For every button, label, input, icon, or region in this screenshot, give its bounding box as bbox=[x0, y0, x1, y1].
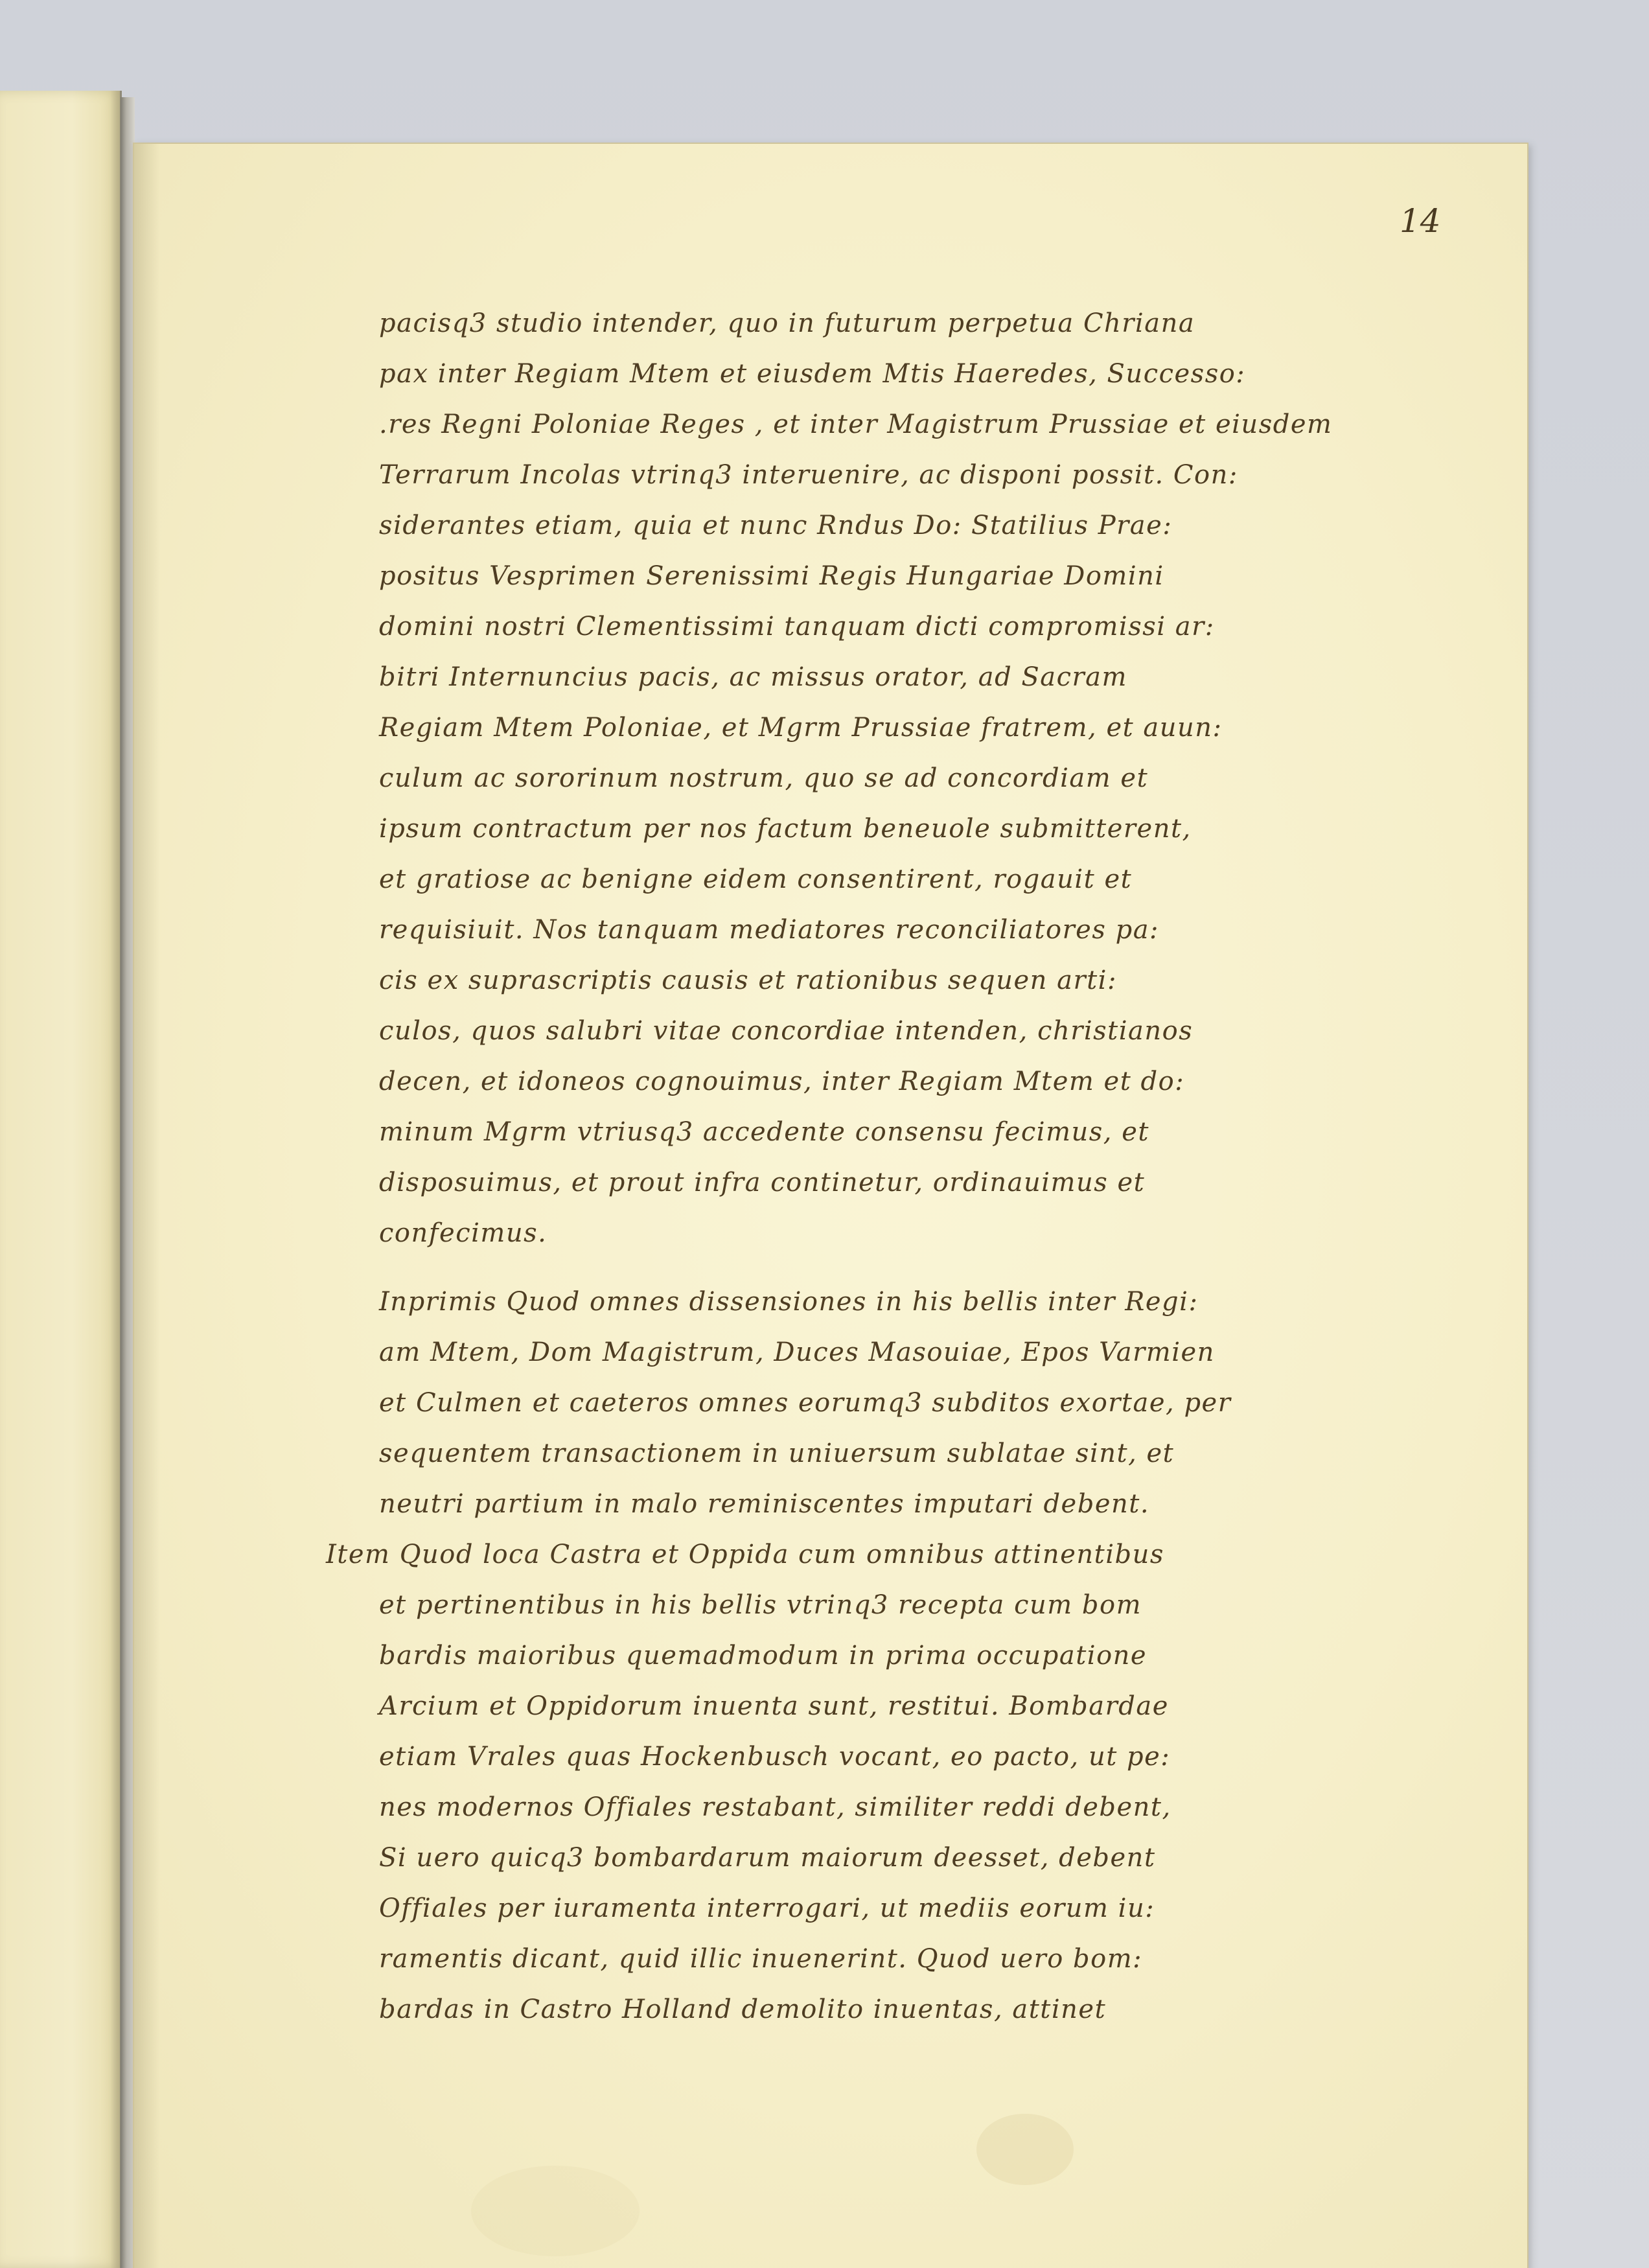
page-stain bbox=[471, 2166, 640, 2256]
text-line: bardis maioribus quemadmodum in prima occupatione bbox=[379, 1641, 1147, 1671]
text-line: Si uero quicq3 bombardarum maiorum deesset, debent bbox=[379, 1843, 1156, 1873]
text-line: pax inter Regiam Mtem et eiusdem Mtis Haeredes, Successo: bbox=[379, 359, 1246, 389]
text-line: minum Mgrm vtriusq3 accedente consensu fecimus, et bbox=[379, 1117, 1149, 1147]
text-line: Offiales per iuramenta interrogari, ut mediis eorum iu: bbox=[379, 1893, 1155, 1923]
text-line: ramentis dicant, quid illic inuenerint. Quod uero bom: bbox=[379, 1944, 1143, 1974]
text-line: Item Quod loca Castra et Oppida cum omnibus attinentibus bbox=[326, 1540, 1164, 1569]
text-line: et pertinentibus in his bellis vtrinq3 recepta cum bom bbox=[379, 1590, 1142, 1620]
text-line: et gratiose ac benigne eidem consentirent, rogauit et bbox=[379, 864, 1133, 894]
text-line: Inprimis Quod omnes dissensiones in his bellis inter Regi: bbox=[379, 1287, 1199, 1317]
text-line: requisiuit. Nos tanquam mediatores reconciliatores pa: bbox=[379, 915, 1160, 945]
text-line: pacisq3 studio intender, quo in futurum perpetua Chriana bbox=[379, 308, 1195, 338]
text-line: disposuimus, et prout infra continetur, ordinauimus et bbox=[379, 1168, 1146, 1198]
text-line: Terrarum Incolas vtrinq3 interuenire, ac disponi possit. Con: bbox=[379, 460, 1238, 490]
folio-number: 14 bbox=[1400, 202, 1441, 240]
text-line: bardas in Castro Holland demolito inuentas, attinet bbox=[379, 1995, 1107, 2024]
text-line: .res Regni Poloniae Reges , et inter Magistrum Prussiae et eiusdem bbox=[379, 410, 1333, 439]
text-line: neutri partium in malo reminiscentes imputari debent. bbox=[379, 1489, 1150, 1519]
text-line: bitri Internuncius pacis, ac missus orator, ad Sacram bbox=[379, 662, 1127, 692]
text-line: etiam Vrales quas Hockenbusch vocant, eo pacto, ut pe: bbox=[379, 1742, 1171, 1772]
text-line: culum ac sororinum nostrum, quo se ad concordiam et bbox=[379, 763, 1149, 793]
text-line: ipsum contractum per nos factum beneuole submitterent, bbox=[379, 814, 1192, 844]
text-line: sequentem transactionem in uniuersum sublatae sint, et bbox=[379, 1439, 1175, 1468]
text-line: confecimus. bbox=[379, 1218, 548, 1248]
text-line: Regiam Mtem Poloniae, et Mgrm Prussiae fratrem, et auun: bbox=[379, 713, 1223, 743]
page-stain bbox=[976, 2114, 1074, 2185]
text-line: domini nostri Clementissimi tanquam dicti compromissi ar: bbox=[379, 612, 1215, 642]
text-line: cis ex suprascriptis causis et rationibus sequen arti: bbox=[379, 966, 1117, 995]
text-line: am Mtem, Dom Magistrum, Duces Masouiae, Epos Varmien bbox=[379, 1337, 1215, 1367]
text-line: decen, et idoneos cognouimus, inter Regiam Mtem et do: bbox=[379, 1067, 1185, 1096]
text-line: positus Vesprimen Serenissimi Regis Hungariae Domini bbox=[379, 561, 1164, 591]
text-line: nes modernos Offiales restabant, similiter reddi debent, bbox=[379, 1792, 1171, 1822]
manuscript-text bbox=[326, 298, 1390, 2035]
paragraph-gap bbox=[379, 1258, 1390, 1277]
text-line: Arcium et Oppidorum inuenta sunt, restitui. Bombardae bbox=[379, 1691, 1169, 1721]
left-page-edge bbox=[0, 91, 122, 2268]
text-line: culos, quos salubri vitae concordiae intenden, christianos bbox=[379, 1016, 1194, 1046]
text-line: et Culmen et caeteros omnes eorumq3 subditos exortae, per bbox=[379, 1388, 1232, 1418]
text-line: siderantes etiam, quia et nunc Rndus Do: Statilius Prae: bbox=[379, 511, 1173, 540]
